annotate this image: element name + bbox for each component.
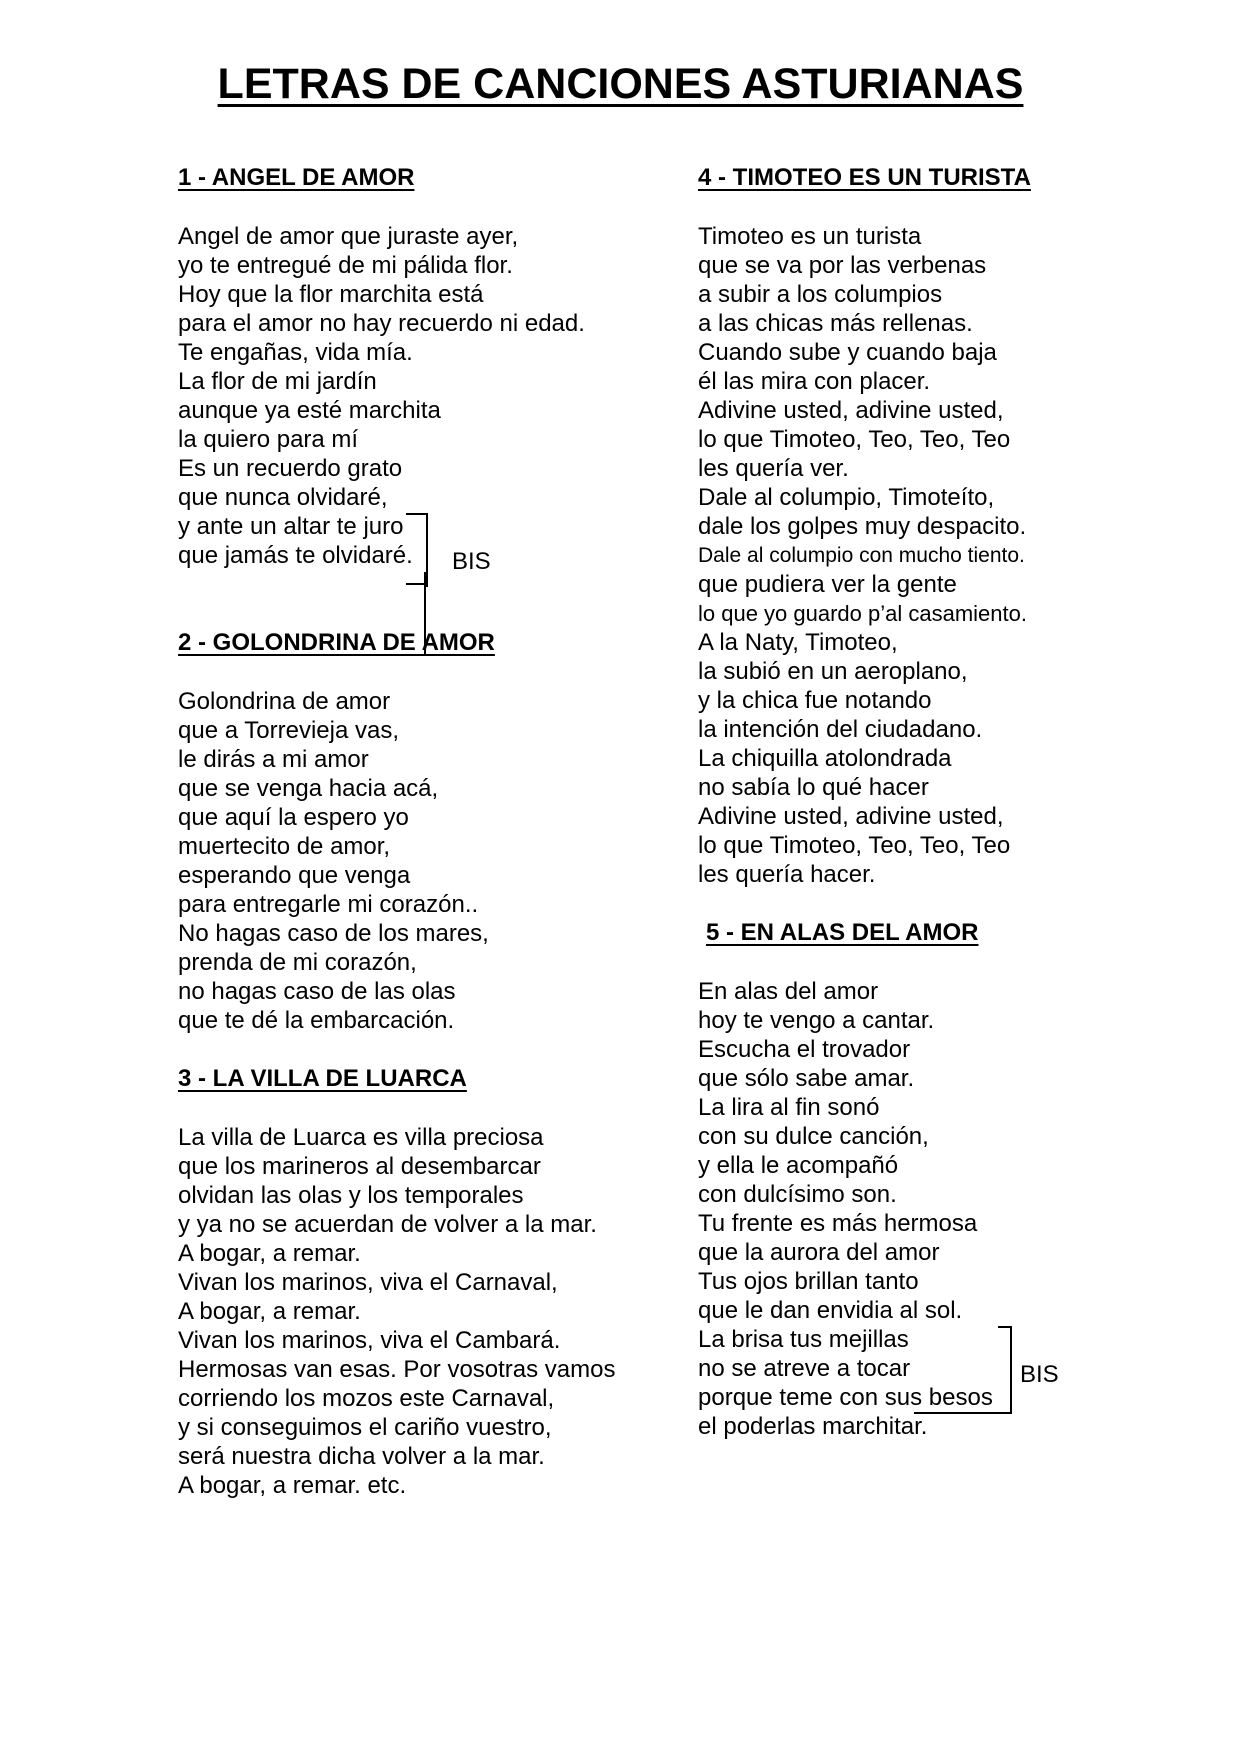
lyric-line: la intención del ciudadano. <box>698 716 983 743</box>
lyric-line: lo que yo guardo p’al casamiento. <box>698 601 1027 626</box>
lyric-line: La flor de mi jardín <box>178 368 377 395</box>
repeat-bracket-bottom <box>406 583 426 585</box>
lyric-line: que a Torrevieja vas, <box>178 717 400 744</box>
song-heading: 4 - TIMOTEO ES UN TURISTA <box>698 164 1031 191</box>
lyric-line: Timoteo es un turista <box>698 223 922 250</box>
song-heading: 1 - ANGEL DE AMOR <box>178 164 415 191</box>
song-heading: 5 - EN ALAS DEL AMOR <box>706 919 979 946</box>
lyric-line: No hagas caso de los mares, <box>178 920 489 947</box>
lyric-line: les quería hacer. <box>698 861 876 888</box>
lyric-line: La villa de Luarca es villa preciosa <box>178 1124 544 1151</box>
lyric-line: Dale al columpio con mucho tiento. <box>698 544 1025 567</box>
lyric-line: lo que Timoteo, Teo, Teo, Teo <box>698 832 1011 859</box>
lyric-line: A bogar, a remar. <box>178 1240 361 1267</box>
song-heading: 2 - GOLONDRINA DE AMOR <box>178 629 495 656</box>
lyric-line: Es un recuerdo grato <box>178 455 403 482</box>
lyric-line: el poderlas marchitar. <box>698 1413 928 1440</box>
lyric-line: lo que Timoteo, Teo, Teo, Teo <box>698 426 1011 453</box>
lyric-line: Hermosas van esas. Por vosotras vamos <box>178 1356 616 1383</box>
lyric-line: Adivine usted, adivine usted, <box>698 397 1004 424</box>
lyric-line: La chiquilla atolondrada <box>698 745 952 772</box>
lyric-line: Angel de amor que juraste ayer, <box>178 223 519 250</box>
repeat-bracket-side <box>1010 1326 1012 1414</box>
lyric-line: que nunca olvidaré, <box>178 484 388 511</box>
lyric-line: La brisa tus mejillas <box>698 1326 909 1353</box>
lyric-line: que la aurora del amor <box>698 1239 940 1266</box>
lyric-line: la quiero para mí <box>178 426 359 453</box>
lyric-line: olvidan las olas y los temporales <box>178 1182 524 1209</box>
lyric-line: que aquí la espero yo <box>178 804 409 831</box>
lyric-line: esperando que venga <box>178 862 411 889</box>
lyric-line: no sabía lo qué hacer <box>698 774 929 801</box>
song-heading: 3 - LA VILLA DE LUARCA <box>178 1065 467 1092</box>
lyric-line: que se venga hacia acá, <box>178 775 439 802</box>
lyric-line: Tu frente es más hermosa <box>698 1210 978 1237</box>
lyric-line: para entregarle mi corazón.. <box>178 891 479 918</box>
lyric-line: En alas del amor <box>698 978 879 1005</box>
lyric-line: que sólo sabe amar. <box>698 1065 915 1092</box>
lyric-line: A bogar, a remar. etc. <box>178 1472 407 1499</box>
lyric-line: muertecito de amor, <box>178 833 391 860</box>
lyric-line: con dulcísimo son. <box>698 1181 897 1208</box>
left-column <box>178 163 678 1500</box>
lyric-line: que te dé la embarcación. <box>178 1007 455 1034</box>
song-lyrics <box>698 222 1218 889</box>
lyric-line: no hagas caso de las olas <box>178 978 456 1005</box>
song-2 <box>178 628 678 1035</box>
lyric-line: y ella le acompañó <box>698 1152 899 1179</box>
lyric-line: Dale al columpio, Timoteíto, <box>698 484 995 511</box>
lyric-line: será nuestra dicha volver a la mar. <box>178 1443 545 1470</box>
lyric-line: La lira al fin sonó <box>698 1094 880 1121</box>
song-5 <box>698 918 1218 1441</box>
lyric-line: y la chica fue notando <box>698 687 932 714</box>
song-4 <box>698 163 1218 889</box>
lyric-line: que se va por las verbenas <box>698 252 987 279</box>
song-1 <box>178 163 678 575</box>
song-lyrics <box>178 687 678 1035</box>
lyric-line: Tus ojos brillan tanto <box>698 1268 919 1295</box>
repeat-bracket-side <box>424 572 426 655</box>
lyric-line: Te engañas, vida mía. <box>178 339 413 366</box>
lyric-line: prenda de mi corazón, <box>178 949 417 976</box>
song-lyrics <box>178 222 678 570</box>
document-title: LETRAS DE CANCIONES ASTURIANAS <box>217 60 1024 108</box>
lyric-line: no se atreve a tocar <box>698 1355 911 1382</box>
lyric-line: y ya no se acuerdan de volver a la mar. <box>178 1211 597 1238</box>
repeat-mark: BIS <box>452 548 491 575</box>
lyric-line: aunque ya esté marchita <box>178 397 441 424</box>
song-lyrics <box>698 977 1218 1441</box>
lyric-line: y ante un altar te juro <box>178 513 404 540</box>
lyric-line: porque teme con sus besos <box>698 1384 993 1411</box>
lyric-line: Vivan los marinos, viva el Cambará. <box>178 1327 561 1354</box>
lyric-line: les quería ver. <box>698 455 849 482</box>
right-column <box>698 163 1218 1441</box>
lyric-line: para el amor no hay recuerdo ni edad. <box>178 310 585 337</box>
lyric-line: corriendo los mozos este Carnaval, <box>178 1385 555 1412</box>
lyric-line: dale los golpes muy despacito. <box>698 513 1027 540</box>
lyric-line: a las chicas más rellenas. <box>698 310 973 337</box>
lyric-line: Vivan los marinos, viva el Carnaval, <box>178 1269 558 1296</box>
lyric-line: Escucha el trovador <box>698 1036 911 1063</box>
lyric-line: Cuando sube y cuando baja <box>698 339 997 366</box>
lyric-line: hoy te vengo a cantar. <box>698 1007 935 1034</box>
lyric-line: A la Naty, Timoteo, <box>698 629 898 656</box>
lyric-line: que pudiera ver la gente <box>698 571 957 598</box>
lyric-line: y si conseguimos el cariño vuestro, <box>178 1414 552 1441</box>
lyric-line: Adivine usted, adivine usted, <box>698 803 1004 830</box>
lyric-line: que los marineros al desembarcar <box>178 1153 541 1180</box>
lyric-line: que jamás te olvidaré. <box>178 542 413 569</box>
lyric-line: Golondrina de amor <box>178 688 391 715</box>
lyric-line: Hoy que la flor marchita está <box>178 281 484 308</box>
lyric-line: que le dan envidia al sol. <box>698 1297 963 1324</box>
song-lyrics <box>178 1123 678 1500</box>
song-3 <box>178 1064 678 1500</box>
lyric-line: la subió en un aeroplano, <box>698 658 968 685</box>
lyric-line: A bogar, a remar. <box>178 1298 361 1325</box>
lyric-line: él las mira con placer. <box>698 368 931 395</box>
lyric-line: a subir a los columpios <box>698 281 943 308</box>
lyric-line: le dirás a mi amor <box>178 746 369 773</box>
lyric-line: yo te entregué de mi pálida flor. <box>178 252 513 279</box>
lyric-line: con su dulce canción, <box>698 1123 929 1150</box>
repeat-mark: BIS <box>1020 1361 1059 1388</box>
repeat-bracket-bottom <box>914 1412 1012 1414</box>
